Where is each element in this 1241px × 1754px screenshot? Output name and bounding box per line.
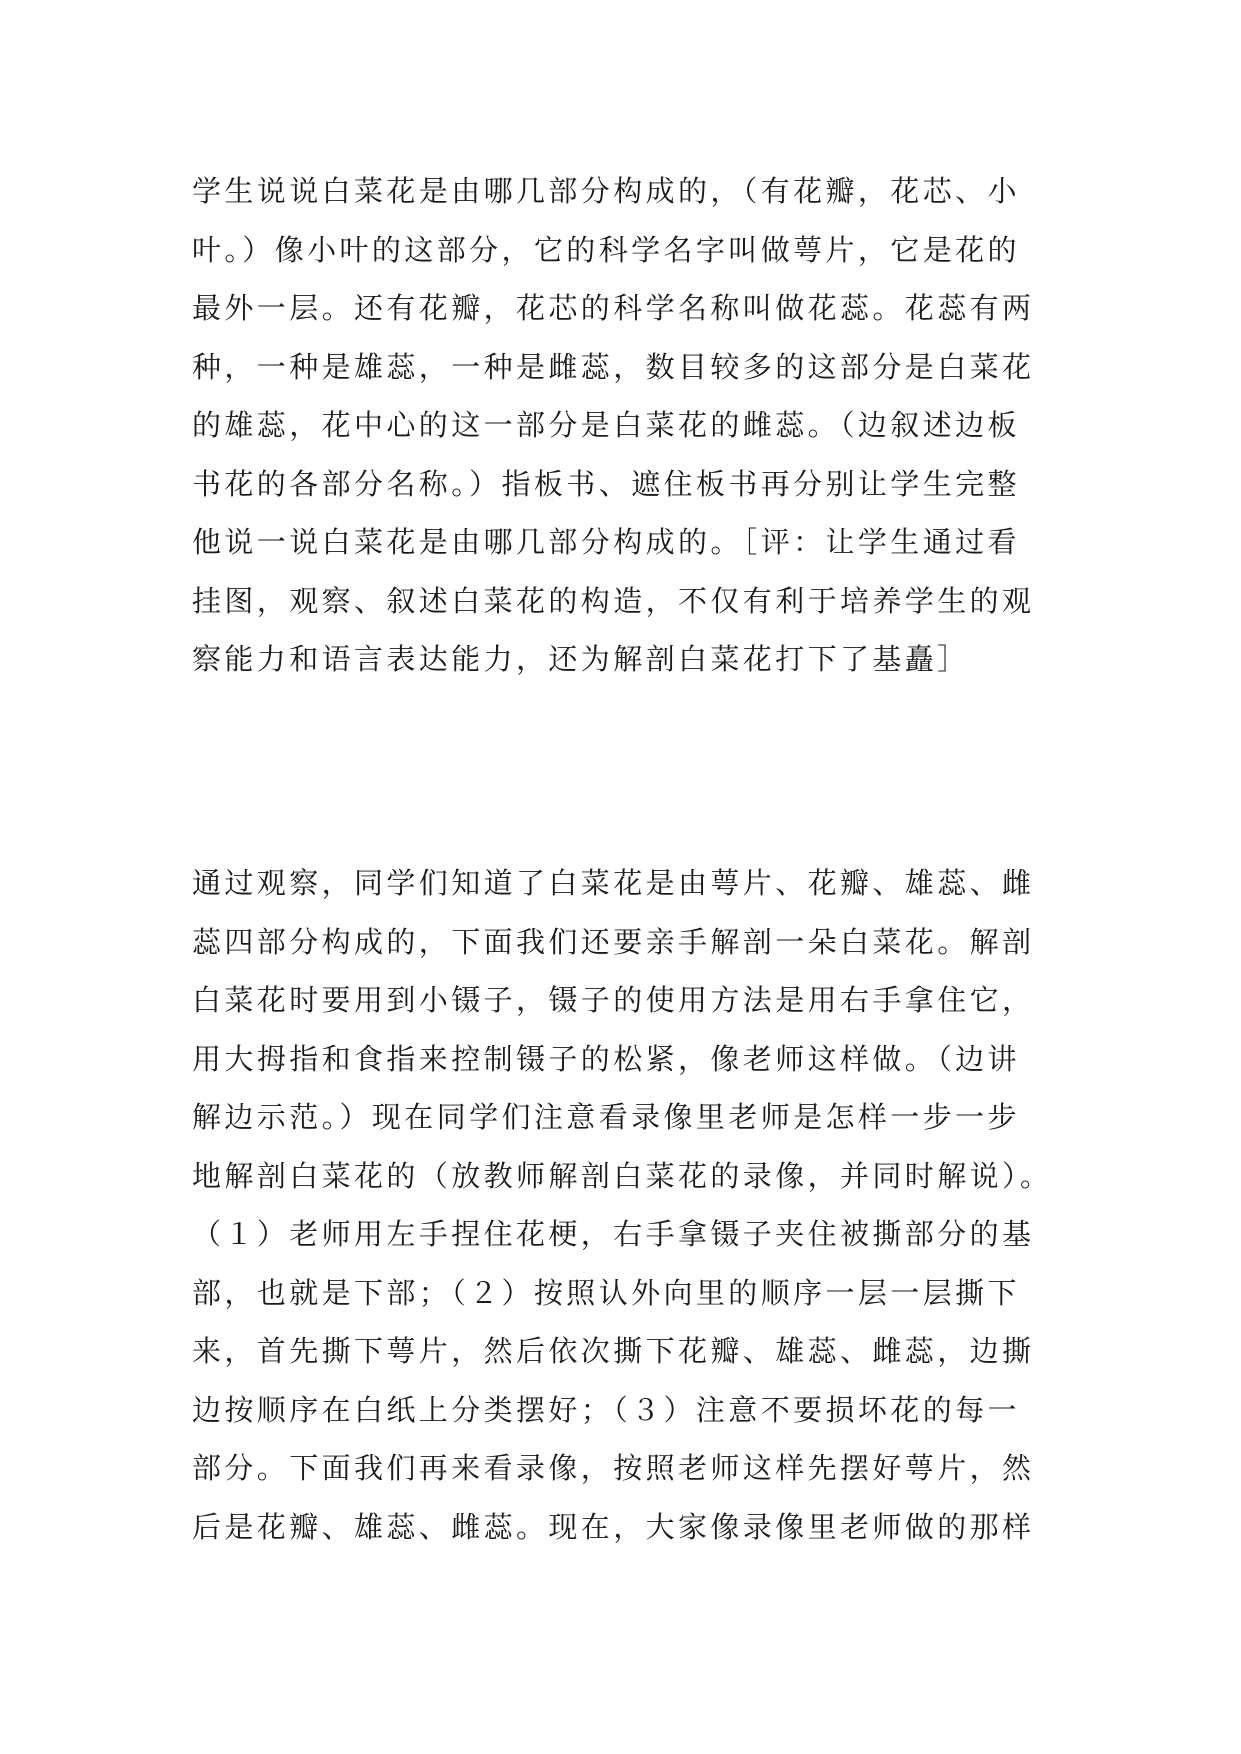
text-line: 部分。下面我们再来看录像，按照老师这样先摆好萼片，然 — [192, 1451, 1035, 1485]
text-line: 通过观察，同学们知道了白菜花是由萼片、花瓣、雄蕊、雌 — [192, 866, 1035, 900]
text-line: 他说一说白菜花是由哪几部分构成的。［评：让学生通过看 — [192, 525, 1020, 559]
text-line: 的雄蕊，花中心的这一部分是白菜花的雌蕊。（边叙述边板 — [192, 408, 1020, 442]
text-line: 地解剖白菜花的（放教师解剖白菜花的录像，并同时解说）。 — [192, 1158, 1053, 1193]
text-line: 边按顺序在白纸上分类摆好；（３）注意不要损坏花的每一 — [192, 1392, 1020, 1427]
text-line: 挂图，观察、叙述白菜花的构造，不仅有利于培养学生的观 — [192, 583, 1035, 618]
text-line: 蕊四部分构成的，下面我们还要亲手解剖一朵白菜花。解剖 — [192, 924, 1035, 959]
text-line: 白菜花时要用到小镊子，镊子的使用方法是用右手拿住它， — [192, 983, 1035, 1017]
text-line: 书花的各部分名称。）指板书、遮住板书再分别让学生完整 — [192, 466, 1020, 501]
text-line: 察能力和语言表达能力，还为解剖白菜花打下了基矗］ — [192, 642, 970, 676]
text-line: 后是花瓣、雄蕊、雌蕊。现在，大家像录像里老师做的那样 — [192, 1509, 1035, 1544]
text-line: 来，首先撕下萼片，然后依次撕下花瓣、雄蕊、雌蕊，边撕 — [192, 1334, 1035, 1368]
paragraph-dissection-procedure — [192, 854, 1072, 1556]
text-line: 用大拇指和食指来控制镊子的松紧，像老师这样做。（边讲 — [192, 1041, 1020, 1076]
paragraph-white-cabbage-flower-structure — [192, 162, 1072, 689]
text-line: 最外一层。还有花瓣，花芯的科学名称叫做花蕊。花蕊有两 — [192, 291, 1035, 325]
text-line: 部，也就是下部；（２）按照认外向里的顺序一层一层撕下 — [192, 1275, 1020, 1310]
text-line: 解边示范。）现在同学们注意看录像里老师是怎样一步一步 — [192, 1100, 1020, 1134]
text-line: 学生说说白菜花是由哪几部分构成的，（有花瓣，花芯、小 — [192, 174, 1020, 208]
text-line: （１）老师用左手捏住花梗，右手拿镊子夹住被撕部分的基 — [192, 1217, 1035, 1251]
text-line: 种，一种是雄蕊，一种是雌蕊，数目较多的这部分是白菜花 — [192, 349, 1035, 384]
text-line: 叶。）像小叶的这部分，它的科学名字叫做萼片，它是花的 — [192, 232, 1020, 267]
